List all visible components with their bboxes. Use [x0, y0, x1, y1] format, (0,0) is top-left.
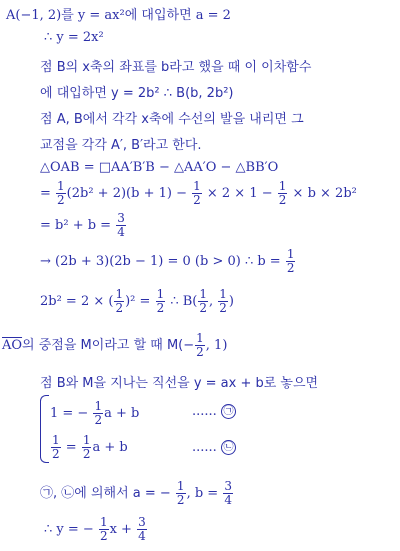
fraction: $\frac{1}{2}$ [278, 179, 287, 207]
line-final-answer: ∴ y = − $\frac{1}{2}$ x + $\frac{3}{4}$ [44, 515, 146, 543]
equation-2-tag: ...... ㉡ [192, 440, 236, 455]
line-point-b: 점 B의 x축의 좌표를 b라고 했을 때 이 이차함수 [40, 60, 312, 75]
line-parabola: ∴ y = 2x² [44, 30, 104, 45]
system-brace [40, 395, 49, 463]
line-b-coords: 에 대입하면 y = 2b² ∴ B(b, 2b²) [40, 86, 234, 101]
equation-2: $\frac{1}{2}$ = $\frac{1}{2}$ a + b [52, 433, 128, 461]
equation-1-tag: ...... ㉠ [192, 404, 236, 419]
fraction: $\frac{3}{4}$ [138, 515, 146, 543]
line-area-result: = b² + b = $\frac{3}{4}$ [40, 211, 125, 239]
fraction: $\frac{1}{2}$ [199, 287, 208, 315]
equation-1: 1 = − $\frac{1}{2}$ a + b [50, 399, 140, 427]
fraction: $\frac{1}{2}$ [94, 399, 103, 427]
fraction: $\frac{1}{2}$ [193, 179, 201, 207]
fraction: $\frac{1}{2}$ [176, 479, 185, 507]
line-substitute-a: A(−1, 2)를 y = ax²에 대입하면 a = 2 [6, 8, 231, 23]
fraction: $\frac{1}{2}$ [219, 287, 227, 315]
line-b-point: 2b² = 2 × ( $\frac{1}{2}$ )² = $\frac{1}{2}$ ∴ B( $\frac{1}{2}$ , $\frac{1}{2}$ ) [40, 287, 234, 315]
fraction: $\frac{1}{2}$ [156, 287, 165, 315]
fraction: $\frac{3}{4}$ [224, 479, 232, 507]
fraction: $\frac{1}{2}$ [99, 515, 108, 543]
line-perpendicular: 점 A, B에서 각각 x축에 수선의 발을 내리면 그 [40, 112, 304, 127]
circled-label-2: ㉡ [221, 440, 236, 455]
line-line-setup: 점 B와 M을 지나는 직선을 y = ax + b로 놓으면 [40, 376, 319, 391]
fraction: $\frac{1}{2}$ [286, 247, 295, 275]
line-area-expansion: = $\frac{1}{2}$ (2b² + 2)(b + 1) − $\frac{1}{2}$ × 2 × 1 − $\frac{1}{2}$ × b × 2b² [40, 179, 357, 207]
fraction: $\frac{1}{2}$ [196, 331, 204, 359]
fraction: $\frac{1}{2}$ [52, 433, 60, 461]
line-solve-ab: ㉠, ㉡에 의해서 a = − $\frac{1}{2}$ , b = $\frac{3}{4}$ [40, 479, 232, 507]
circled-label-1: ㉠ [221, 404, 236, 419]
line-feet: 교점을 각각 A′, B′라고 한다. [40, 138, 202, 153]
fraction: $\frac{1}{2}$ [115, 287, 124, 315]
fraction: $\frac{1}{2}$ [82, 433, 91, 461]
line-area-decomp: △OAB = □AA′B′B − △AA′O − △BB′O [40, 160, 279, 175]
line-midpoint: $\overline{AO}$의 중점을 M이라고 할 때 M(− $\frac{1}{2}$ , 1) [2, 331, 228, 359]
fraction: $\frac{3}{4}$ [117, 211, 125, 239]
fraction: $\frac{1}{2}$ [57, 179, 65, 207]
line-solve-b: → (2b + 3)(2b − 1) = 0 (b > 0) ∴ b = $\frac{1}{2}$ [40, 247, 295, 275]
